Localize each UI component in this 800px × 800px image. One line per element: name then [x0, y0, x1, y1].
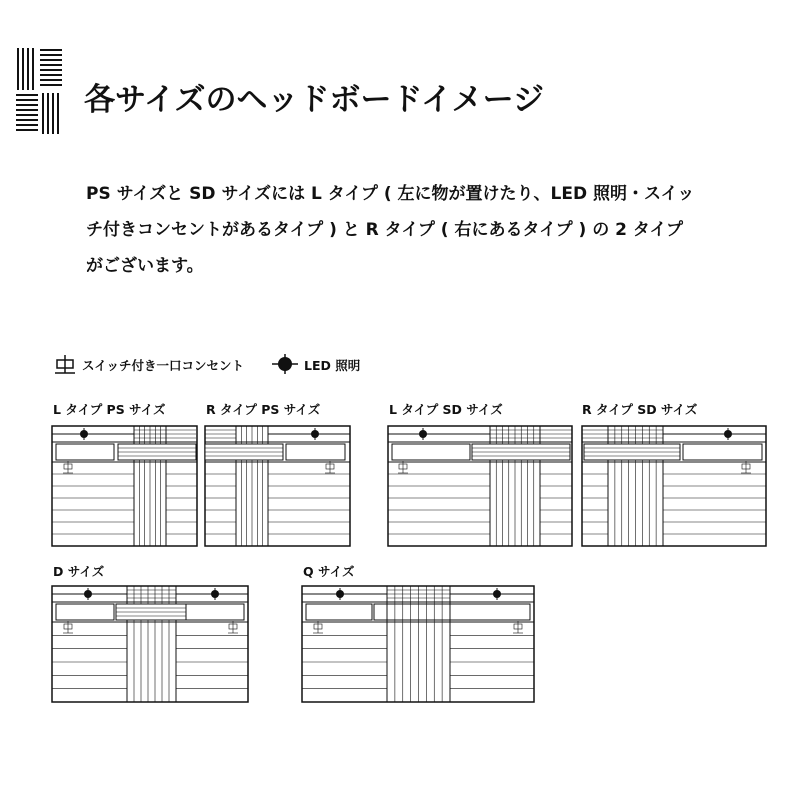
panel-label-q: Q サイズ: [303, 564, 355, 579]
headboard-l-ps: [52, 426, 197, 546]
description-line: PS サイズと SD サイズには L タイプ ( 左に物が置けたり、LED 照明・スイッ: [86, 184, 695, 204]
legend-led-label: LED 照明: [304, 358, 361, 373]
headboard-q: [302, 586, 534, 702]
panel-label-r-ps: R タイプ PS サイズ: [206, 402, 321, 417]
headboard-r-ps: [205, 426, 350, 546]
legend-outlet-label: スイッチ付き一口コンセント: [82, 358, 245, 373]
panel-label-l-ps: L タイプ PS サイズ: [53, 402, 166, 417]
led-light-icon: [211, 590, 219, 598]
description-line: がございます。: [86, 256, 204, 276]
led-light-icon: [493, 590, 501, 598]
panel-label-l-sd: L タイプ SD サイズ: [389, 402, 503, 417]
panel-label-r-sd: R タイプ SD サイズ: [582, 402, 698, 417]
headboard-l-sd: [388, 426, 572, 546]
led-light-icon: [84, 590, 92, 598]
led-light-icon: [419, 430, 427, 438]
description-line: チ付きコンセントがあるタイプ ) と R タイプ ( 右にあるタイプ ) の 2 タイプ: [86, 220, 684, 240]
headboard-frame: [52, 586, 248, 702]
led-light-icon: [724, 430, 732, 438]
led-light-icon: [80, 430, 88, 438]
headboard-frame: [302, 586, 534, 702]
page-title: 各サイズのヘッドボードイメージ: [84, 82, 545, 118]
panel-label-d: D サイズ: [53, 564, 105, 579]
led-light-icon: [336, 590, 344, 598]
headboard-d: [52, 586, 248, 702]
led-light-icon: [311, 430, 319, 438]
headboard-r-sd: [582, 426, 766, 546]
